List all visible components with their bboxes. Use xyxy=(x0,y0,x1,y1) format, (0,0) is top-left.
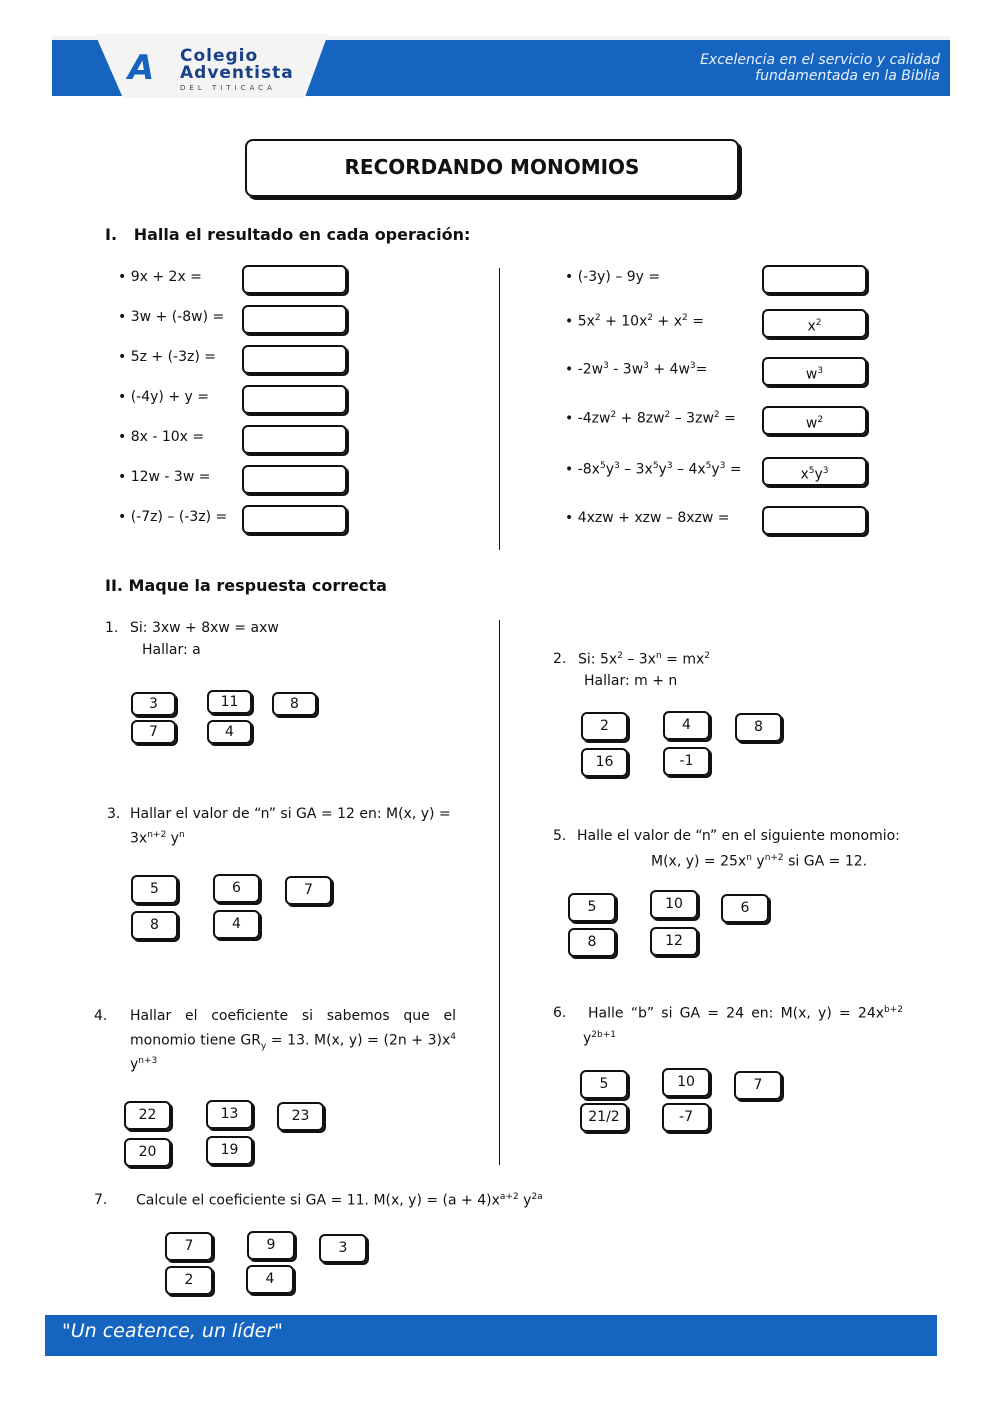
operation-text xyxy=(565,410,736,427)
superscript: 3 xyxy=(822,466,829,476)
text-segment: – 3x xyxy=(619,461,653,478)
answer-option[interactable]: 4 xyxy=(663,711,710,740)
superscript: n+2 xyxy=(764,853,784,863)
text-segment: • 5z + (-3z) = xyxy=(118,349,217,365)
question-number: 2. xyxy=(553,651,567,667)
operation-text xyxy=(118,389,209,405)
text-segment: + 10x xyxy=(600,313,648,330)
text-segment: y xyxy=(751,853,765,870)
answer-box[interactable] xyxy=(762,357,867,386)
answer-box[interactable] xyxy=(762,309,867,338)
answer-option[interactable]: 2 xyxy=(165,1266,213,1295)
text-segment: y xyxy=(658,461,667,478)
question-text xyxy=(130,620,279,636)
answer-option[interactable]: 3 xyxy=(319,1234,367,1263)
superscript: 3 xyxy=(603,361,609,371)
text-segment: • (-7z) – (-3z) = xyxy=(118,509,228,525)
question-number: 3. xyxy=(107,806,121,822)
question-text xyxy=(130,830,185,847)
answer-option[interactable]: 20 xyxy=(124,1138,171,1167)
text-segment: Hallar el valor de “n” si GA = 12 en: M(x, y) = xyxy=(130,806,451,822)
text-segment: • 9x + 2x = xyxy=(118,269,202,285)
text-segment: • 12w - 3w = xyxy=(118,469,211,485)
text-segment: • -4zw xyxy=(565,410,611,427)
column-divider xyxy=(499,268,500,550)
logo-line2: Adventista xyxy=(180,63,294,83)
question-number: 6. xyxy=(553,1005,567,1021)
text-segment: w xyxy=(805,366,818,383)
section2-heading: II. Maque la respuesta correcta xyxy=(105,576,387,595)
superscript: 3 xyxy=(817,366,824,376)
answer-option[interactable]: 7 xyxy=(734,1071,782,1100)
superscript: n+2 xyxy=(147,830,167,840)
text-segment: • 8x - 10x = xyxy=(118,429,205,445)
answer-box[interactable] xyxy=(762,265,867,294)
operation-text xyxy=(565,361,707,378)
answer-option[interactable]: 4 xyxy=(207,720,252,744)
question-text xyxy=(136,1192,543,1209)
answer-option[interactable]: 2 xyxy=(581,712,628,741)
answer-option[interactable]: 7 xyxy=(165,1232,213,1261)
answer-option[interactable]: 6 xyxy=(721,894,769,923)
text-segment: = 13. M(x, y) = (2n + 3)x xyxy=(266,1032,451,1049)
column-divider xyxy=(499,620,500,1165)
operation-text xyxy=(565,313,704,330)
text-segment: Halle “b” si GA = 24 en: M(x, y) = 24x xyxy=(588,1005,885,1022)
superscript: 2 xyxy=(610,410,617,420)
text-segment: y xyxy=(605,461,614,478)
text-segment: Si: 3xw + 8xw = axw xyxy=(130,620,279,636)
superscript: 5 xyxy=(705,461,712,471)
question-text xyxy=(130,1056,157,1073)
text-segment: • -2w xyxy=(565,361,604,378)
logo-line1: Colegio xyxy=(180,46,259,66)
superscript: n xyxy=(746,853,752,863)
text-segment: = xyxy=(719,410,736,427)
logo-text xyxy=(180,48,294,82)
text-segment: y xyxy=(130,1056,139,1073)
text-segment: Si: 5x xyxy=(578,651,618,668)
section1-heading: I. Halla el resultado en cada operación: xyxy=(105,225,471,244)
operation-text xyxy=(118,429,204,445)
answer-option[interactable]: 6 xyxy=(213,874,260,903)
superscript: 2a xyxy=(531,1192,543,1202)
text-segment: x xyxy=(807,318,816,335)
answer-option[interactable]: 23 xyxy=(277,1102,324,1131)
superscript: 2 xyxy=(664,410,671,420)
superscript: 2 xyxy=(704,651,710,661)
operation-text xyxy=(118,469,210,485)
text-segment: + x xyxy=(653,313,683,330)
slogan-line1: Excelencia en el servicio y calidad xyxy=(700,52,940,68)
answer-box[interactable] xyxy=(762,506,867,535)
answer-box[interactable] xyxy=(242,265,347,294)
question-text xyxy=(130,806,451,822)
text-segment: y xyxy=(518,1192,532,1209)
question-text xyxy=(130,1032,456,1051)
operation-text xyxy=(118,349,216,365)
question-number: 1. xyxy=(105,620,119,636)
answer-option[interactable]: 3 xyxy=(131,692,176,716)
text-segment: M(x, y) = 25x xyxy=(651,853,747,870)
answer-box[interactable] xyxy=(242,305,347,334)
superscript: 2 xyxy=(647,313,654,323)
superscript: 3 xyxy=(719,461,726,471)
superscript: n xyxy=(655,651,662,661)
answer-option[interactable]: -7 xyxy=(662,1103,710,1132)
answer-option[interactable]: 12 xyxy=(650,927,698,956)
answer-option[interactable]: 5 xyxy=(131,875,178,904)
superscript: 5 xyxy=(808,466,815,476)
operation-text xyxy=(565,269,660,285)
text-segment: x xyxy=(800,466,809,483)
superscript: 2 xyxy=(815,318,822,328)
text-segment: w xyxy=(805,415,818,432)
text-segment: y xyxy=(583,1030,592,1047)
operation-text xyxy=(565,461,742,478)
text-segment: • (-4y) + y = xyxy=(118,389,209,405)
answer-option[interactable]: 19 xyxy=(206,1136,253,1165)
answer-option[interactable]: 9 xyxy=(247,1231,295,1260)
question-text xyxy=(142,642,201,658)
answer-option[interactable]: 8 xyxy=(131,911,178,940)
question-number: 7. xyxy=(94,1192,108,1208)
answer-option[interactable]: 5 xyxy=(580,1070,628,1099)
text-segment: • -8x xyxy=(565,461,600,478)
answer-box[interactable] xyxy=(242,385,347,414)
text-segment: Hallar: m + n xyxy=(584,673,678,689)
text-segment: Hallar el coeficiente si sabemos que el xyxy=(130,1008,456,1024)
text-segment: si GA = 12. xyxy=(783,853,868,870)
question-text xyxy=(588,1005,903,1022)
subscript: y xyxy=(260,1041,267,1052)
superscript: 2 xyxy=(713,410,720,420)
text-segment: – 4x xyxy=(672,461,706,478)
footer-motto: "Un ceatence, un líder" xyxy=(62,1320,283,1342)
text-segment: = xyxy=(695,361,708,378)
question-text xyxy=(651,853,867,870)
text-segment: + 8zw xyxy=(616,410,665,427)
answer-option[interactable]: 8 xyxy=(735,713,782,742)
superscript: 3 xyxy=(643,361,649,371)
answer-option[interactable]: 16 xyxy=(581,748,628,777)
text-segment: • 4xzw + xzw – 8xzw = xyxy=(565,510,730,526)
answer-option[interactable]: 5 xyxy=(568,893,616,922)
superscript: 2 xyxy=(617,651,623,661)
answer-option[interactable]: 11 xyxy=(207,690,252,714)
text-segment: - 3w xyxy=(608,361,644,378)
text-segment: = xyxy=(687,313,704,330)
answer-option[interactable]: 10 xyxy=(662,1068,710,1097)
answer-box[interactable] xyxy=(762,406,867,435)
answer-option[interactable]: 7 xyxy=(285,876,332,905)
answer-option[interactable]: 21/2 xyxy=(580,1103,628,1132)
text-segment: y xyxy=(814,466,823,483)
operation-text xyxy=(565,510,730,526)
superscript: a+2 xyxy=(499,1192,519,1202)
superscript: 3 xyxy=(613,461,620,471)
text-segment: 3x xyxy=(130,830,148,847)
text-segment: monomio tiene GR xyxy=(130,1032,261,1049)
text-segment: • (-3y) – 9y = xyxy=(565,269,661,285)
question-number: 5. xyxy=(553,828,567,844)
question-text xyxy=(130,1008,456,1024)
text-segment: • 3w + (-8w) = xyxy=(118,309,225,325)
superscript: 2 xyxy=(682,313,688,323)
superscript: b+2 xyxy=(884,1005,903,1015)
question-text xyxy=(583,1030,616,1047)
superscript: 3 xyxy=(689,361,696,371)
answer-box[interactable] xyxy=(242,345,347,374)
question-text xyxy=(584,673,677,689)
text-segment: = xyxy=(725,461,742,478)
logo-subtitle: DEL TITICACA xyxy=(180,84,276,92)
answer-option[interactable]: 4 xyxy=(246,1265,294,1294)
superscript: 4 xyxy=(450,1032,456,1042)
slogan-line2: fundamentada en la Biblia xyxy=(755,68,940,84)
text-segment: y xyxy=(166,830,179,847)
text-segment: Calcule el coeficiente si GA = 11. M(x, y) = (a + 4)x xyxy=(136,1192,500,1209)
superscript: 3 xyxy=(666,461,673,471)
logo-icon: A xyxy=(128,48,155,88)
page-title: RECORDANDO MONOMIOS xyxy=(245,139,739,197)
answer-option[interactable]: 10 xyxy=(650,890,698,919)
answer-box[interactable] xyxy=(242,505,347,534)
text-segment: + 4w xyxy=(648,361,690,378)
answer-option[interactable]: 7 xyxy=(131,720,176,744)
superscript: 2 xyxy=(594,313,601,323)
answer-option[interactable]: 8 xyxy=(272,692,317,716)
superscript: n+3 xyxy=(138,1056,158,1066)
answer-option[interactable]: 8 xyxy=(568,928,616,957)
answer-option[interactable]: 22 xyxy=(124,1101,171,1130)
operation-text xyxy=(118,509,227,525)
text-segment: y xyxy=(711,461,720,478)
text-segment: Hallar: a xyxy=(142,642,201,658)
answer-option[interactable]: 13 xyxy=(206,1100,253,1129)
text-segment: = mx xyxy=(661,651,705,668)
question-number: 4. xyxy=(94,1008,108,1024)
text-segment: – 3zw xyxy=(670,410,714,427)
answer-box[interactable] xyxy=(762,457,867,486)
operation-text xyxy=(118,309,224,325)
slogan xyxy=(700,52,940,84)
question-text xyxy=(578,651,710,668)
answer-option[interactable]: 4 xyxy=(213,910,260,939)
superscript: 5 xyxy=(599,461,606,471)
superscript: 2 xyxy=(817,415,824,425)
text-segment: – 3x xyxy=(622,651,656,668)
text-segment: Halle el valor de “n” en el siguiente monomio: xyxy=(577,828,900,844)
operation-text xyxy=(118,269,202,285)
answer-box[interactable] xyxy=(242,465,347,494)
superscript: n xyxy=(178,830,185,840)
answer-option[interactable]: -1 xyxy=(663,747,710,776)
superscript: 2b+1 xyxy=(591,1030,617,1040)
question-text xyxy=(577,828,900,844)
text-segment: • 5x xyxy=(565,313,595,330)
answer-box[interactable] xyxy=(242,425,347,454)
superscript: 5 xyxy=(652,461,659,471)
